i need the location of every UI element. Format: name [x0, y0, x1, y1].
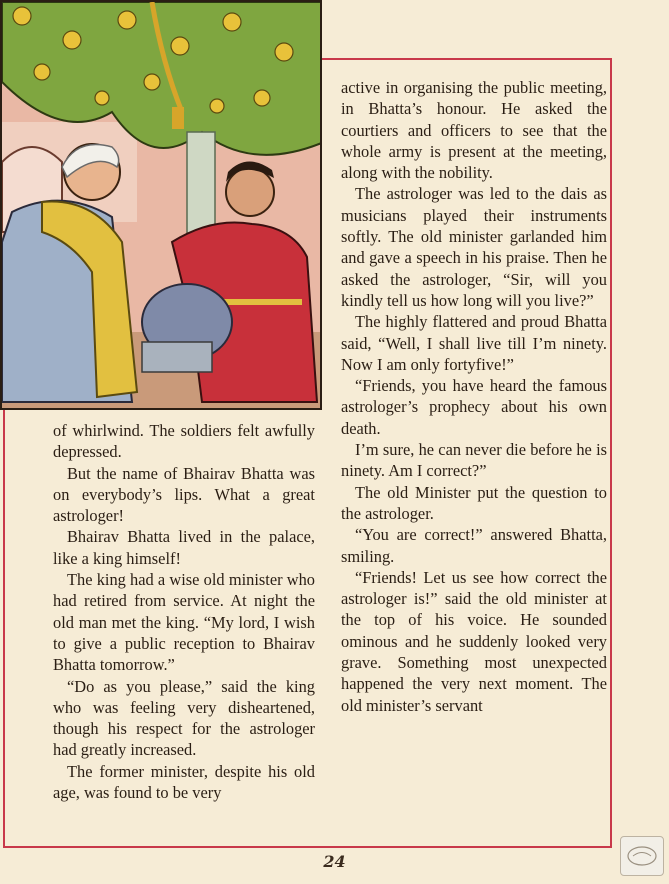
page-number: 24 — [323, 852, 346, 871]
right-text-column — [341, 77, 607, 716]
library-stamp-icon — [620, 836, 664, 876]
paragraph: “Friends, you have heard the famous astrologer’s prophecy about his own death. — [341, 376, 607, 438]
paragraph: But the name of Bhairav Bhatta was on everybody’s lips. What a great astrologer! — [53, 463, 315, 526]
illustration-art — [2, 2, 322, 410]
paragraph: “Do as you please,” said the king who was feeling very disheartened, though his respect for the astrologer had greatly increased. — [53, 676, 315, 760]
paragraph: The old Minister put the question to the astrologer. — [341, 482, 607, 523]
story-illustration — [0, 0, 322, 410]
paragraph: The former minister, despite his old age, was found to be very — [53, 761, 315, 803]
paragraph: The king had a wise old minister who had retired from service. At night the old man met the king. “My lord, I wish to give a public reception to Bhairav Bhatta tomorrow.” — [53, 570, 315, 675]
paragraph: “You are correct!” answered Bhatta, smiling. — [341, 525, 607, 566]
paragraph: active in organising the public meeting, in Bhatta’s honour. He asked the courtiers and officers to see that the whole army is present at the meeting, along with the nobility. — [341, 78, 607, 183]
left-text-column — [53, 420, 315, 803]
paragraph: The highly flattered and proud Bhatta said, “Well, I shall live till I’m ninety. Now I am only fortyfive!” — [341, 312, 607, 374]
paragraph: “Friends! Let us see how correct the astrologer is!” said the old minister at the top of his voice. He sounded ominous and he suddenly looked very grave. Something most unexpected happened the very next moment. The old minister’s servant — [341, 567, 607, 715]
paragraph: Bhairav Bhatta lived in the palace, like a king himself! — [53, 527, 315, 568]
paragraph: of whirlwind. The soldiers felt awfully depressed. — [53, 421, 315, 462]
paragraph: I’m sure, he can never die before he is ninety. Am I correct?” — [341, 440, 607, 481]
paragraph: The astrologer was led to the dais as musicians played their instruments softly. The old minister garlanded him and gave a speech in his praise. Then he asked the astrologer, “Sir, will you kindly tell us how long will you live?” — [341, 184, 607, 310]
